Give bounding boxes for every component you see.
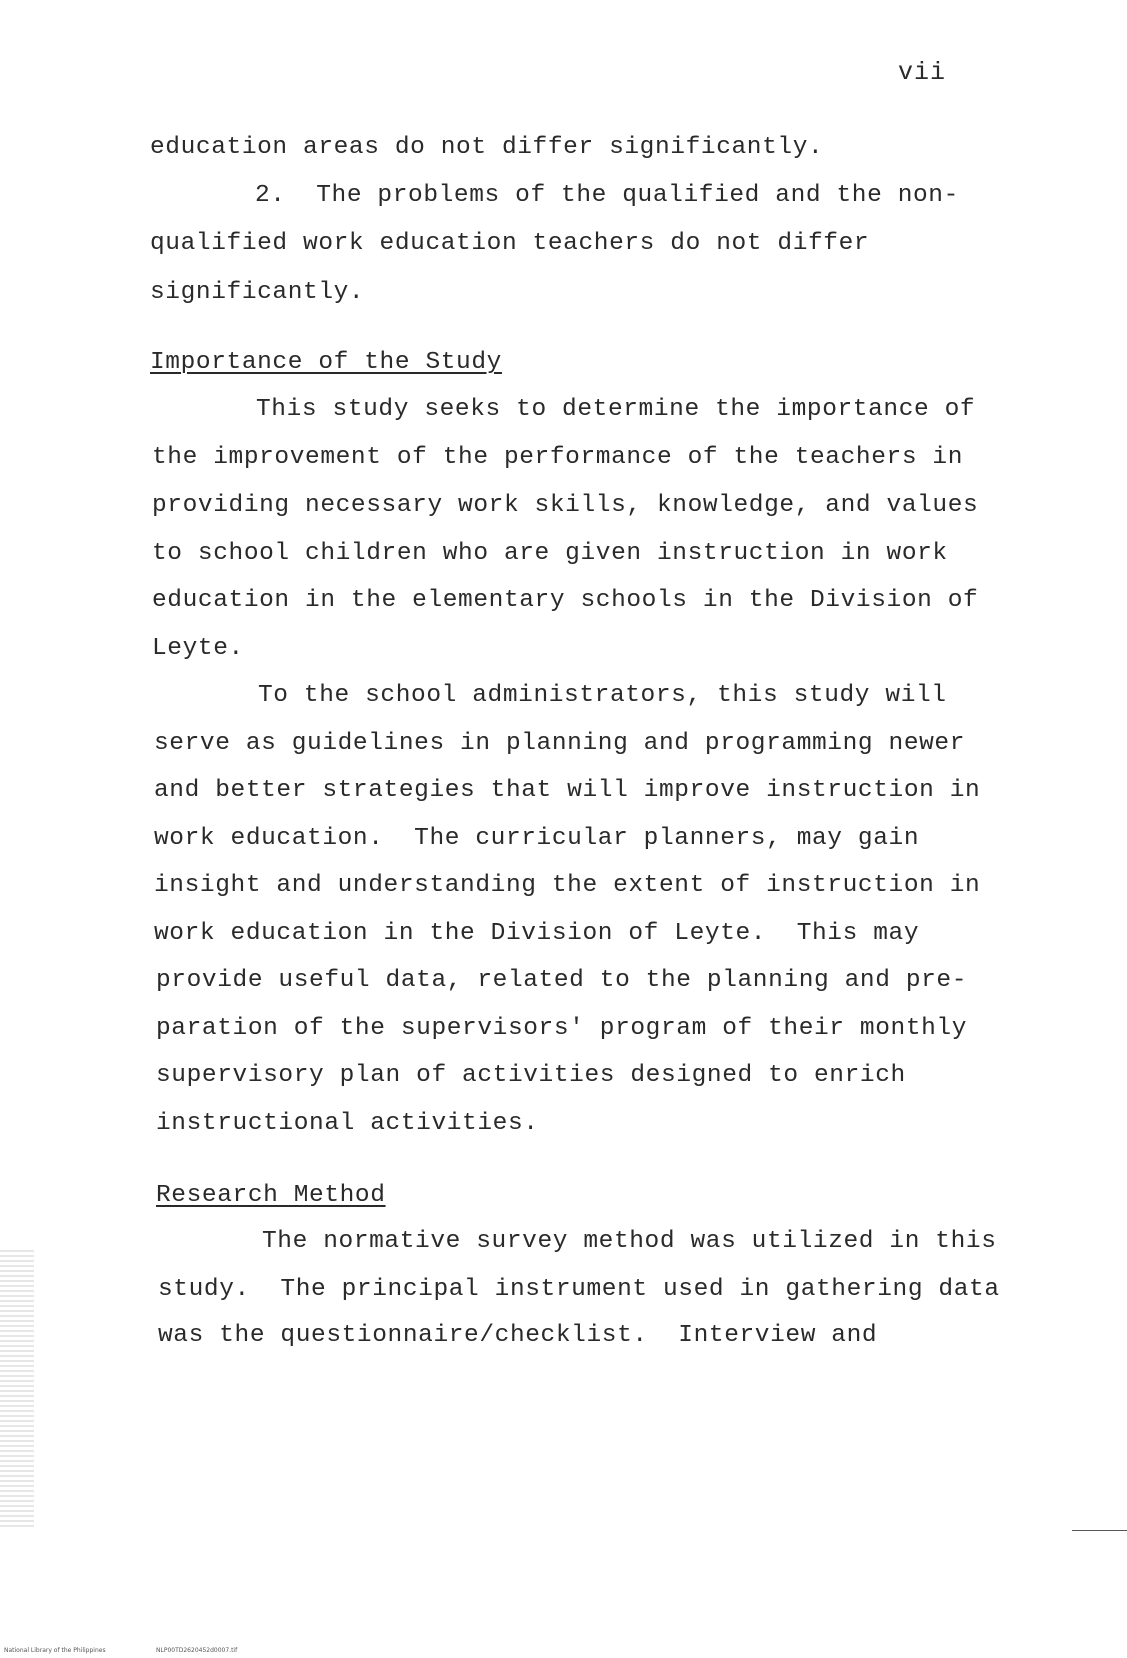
text-line: work education in the Division of Leyte. This may bbox=[154, 920, 920, 947]
text-line: supervisory plan of activities designed to enrich bbox=[156, 1062, 906, 1089]
text-line: The normative survey method was utilized in this bbox=[262, 1228, 997, 1255]
footer-library-credit: National Library of the Philippines bbox=[4, 1647, 106, 1654]
text-line: was the questionnaire/checklist. Interview and bbox=[158, 1322, 878, 1349]
text-line: 2. The problems of the qualified and the non- bbox=[255, 182, 959, 209]
text-line: This study seeks to determine the importance of bbox=[256, 396, 976, 423]
page-number: vii bbox=[898, 58, 947, 87]
scan-speckle bbox=[0, 1250, 34, 1530]
text-line: serve as guidelines in planning and programming newer bbox=[154, 730, 966, 757]
section-heading-research-method: Research Method bbox=[156, 1182, 386, 1209]
text-line: qualified work education teachers do not differ bbox=[150, 230, 870, 257]
text-line: study. The principal instrument used in gathering data bbox=[158, 1276, 1000, 1303]
text-line: and better strategies that will improve instruction in bbox=[154, 777, 981, 804]
text-line: instructional activities. bbox=[156, 1110, 539, 1137]
text-line: To the school administrators, this study will bbox=[258, 682, 947, 709]
text-line: providing necessary work skills, knowledge, and values bbox=[152, 492, 979, 519]
section-heading-importance: Importance of the Study bbox=[150, 349, 502, 376]
edge-rule bbox=[1072, 1530, 1127, 1531]
text-line: to school children who are given instruction in work bbox=[152, 540, 948, 567]
text-line: insight and understanding the extent of instruction in bbox=[154, 872, 981, 899]
text-line: education areas do not differ significantly. bbox=[150, 134, 824, 161]
text-line: paration of the supervisors' program of their monthly bbox=[156, 1015, 968, 1042]
text-line: Leyte. bbox=[152, 635, 244, 662]
text-line: work education. The curricular planners, may gain bbox=[154, 825, 920, 852]
text-line: significantly. bbox=[150, 279, 365, 306]
text-line: education in the elementary schools in the Division of bbox=[152, 587, 979, 614]
footer-file-id: NLP00TD2620452d0007.tif bbox=[156, 1647, 238, 1654]
text-line: provide useful data, related to the planning and pre- bbox=[156, 967, 968, 994]
text-line: the improvement of the performance of the teachers in bbox=[152, 444, 964, 471]
